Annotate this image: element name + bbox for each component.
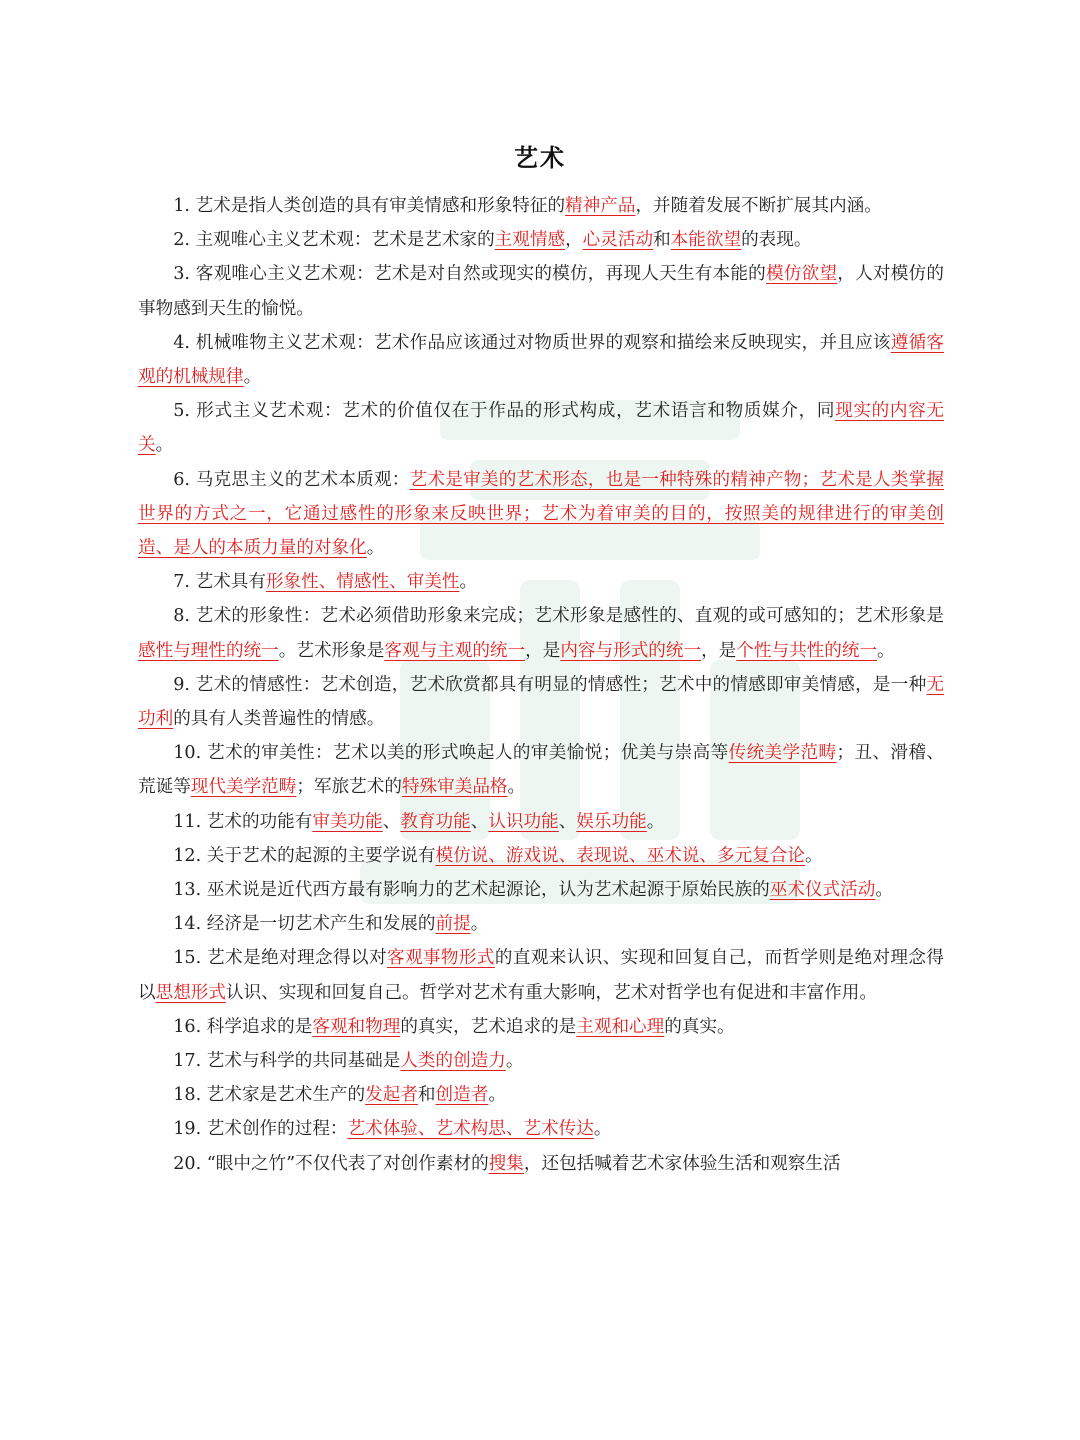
paragraph-text: 3. 客观唯心主义艺术观：艺术是对自然或现实的模仿，再现人天生有本能的 <box>173 264 766 285</box>
paragraph-text: 6. 马克思主义的艺术本质观： <box>173 469 410 490</box>
highlighted-answer: 形象性、情感性、审美性 <box>265 572 460 593</box>
list-item <box>138 907 944 941</box>
list-item <box>138 223 944 257</box>
highlighted-answer: 艺术体验、艺术构思、艺术传达 <box>347 1119 594 1140</box>
highlighted-answer: 特殊审美品格 <box>401 777 508 798</box>
paragraph-text: 4. 机械唯物主义艺术观：艺术作品应该通过对物质世界的观察和描绘来反映现实，并且应该 <box>173 332 891 353</box>
document-title: 艺术 <box>514 144 566 172</box>
highlighted-answer: 主观和心理 <box>576 1016 665 1037</box>
highlighted-answer: 无功利 <box>138 674 944 730</box>
paragraph-text: 和 <box>653 230 671 251</box>
paragraph-text: 。 <box>243 367 262 388</box>
document-body <box>138 189 944 1181</box>
highlighted-answer: 遵循客观的机械规律 <box>138 332 944 388</box>
paragraph-text: 。 <box>488 1085 506 1106</box>
paragraph-text: 的直观来认识、实现和回复自己，而哲学则是绝对理念得以 <box>138 948 944 1003</box>
highlighted-answer: 搜集 <box>488 1153 524 1174</box>
paragraph-text: 的表现。 <box>741 230 812 251</box>
list-item <box>138 736 944 804</box>
list-item <box>138 599 944 667</box>
highlighted-answer: 内容与形式的统一 <box>560 640 702 661</box>
paragraph-text: 20. “眼中之竹”不仅代表了对创作素材的 <box>173 1153 489 1174</box>
paragraph-text: 。 <box>366 538 385 559</box>
list-item <box>138 1010 944 1044</box>
paragraph-text: 和 <box>417 1085 436 1106</box>
paragraph-text: 5. 形式主义艺术观：艺术的价值仅在于作品的形式构成，艺术语言和物质媒介，同 <box>173 401 836 422</box>
paragraph-text: 7. 艺术具有 <box>173 572 266 593</box>
highlighted-answer: 审美功能 <box>312 811 383 832</box>
list-item <box>138 805 944 839</box>
paragraph-text: 。 <box>470 914 489 935</box>
paragraph-text: ，还包括喊着艺术家体验生活和观察生活 <box>523 1153 841 1174</box>
paragraph-text: 。 <box>877 640 895 661</box>
highlighted-answer: 艺术是审美的艺术形态，也是一种特殊的精神产物；艺术是人类掌握世界的方式之一，它通过感性的形象来反映世界；艺术为着审美的目的，按照美的规律进行的审美创造、是人的本质力量的对象化 <box>138 469 944 559</box>
paragraph-text: 19. 艺术创作的过程： <box>173 1119 348 1140</box>
paragraph-text: ，是 <box>525 640 561 661</box>
paragraph-text: 15. 艺术是绝对理念得以对 <box>173 948 387 969</box>
paragraph-text: 、 <box>382 811 401 832</box>
list-item <box>138 941 944 1009</box>
paragraph-text: ；军旅艺术的 <box>296 777 402 798</box>
paragraph-text: 14. 经济是一切艺术产生和发展的 <box>173 914 436 935</box>
highlighted-answer: 传统美学范畴 <box>728 743 837 764</box>
highlighted-answer: 本能欲望 <box>670 230 742 251</box>
highlighted-answer: 客观和物理 <box>312 1016 401 1037</box>
paragraph-text: 的真实。 <box>664 1016 735 1037</box>
list-item <box>138 668 944 736</box>
list-item <box>138 326 944 394</box>
paragraph-text: 。 <box>155 435 174 456</box>
highlighted-answer: 发起者 <box>365 1085 418 1106</box>
highlighted-answer: 创造者 <box>435 1085 489 1106</box>
paragraph-text: 18. 艺术家是艺术生产的 <box>173 1085 366 1106</box>
paragraph-text: 、 <box>470 811 489 832</box>
highlighted-answer: 巫术仪式活动 <box>769 880 876 901</box>
paragraph-text: 16. 科学追求的是 <box>173 1016 313 1037</box>
paragraph-text: 。 <box>459 572 478 593</box>
paragraph-text: 11. 艺术的功能有 <box>173 811 313 832</box>
paragraph-text: 17. 艺术与科学的共同基础是 <box>173 1051 401 1072</box>
list-item <box>138 1112 944 1146</box>
paragraph-text: 。艺术形象是 <box>278 640 385 661</box>
paragraph-text: 10. 艺术的审美性：艺术以美的形式唤起人的审美愉悦；优美与崇高等 <box>173 743 729 764</box>
highlighted-answer: 主观情感 <box>494 230 566 251</box>
highlighted-answer: 精神产品 <box>565 196 636 216</box>
paragraph-text: 8. 艺术的形象性：艺术必须借助形象来完成；艺术形象是感性的、直观的或可感知的；艺术形象是 <box>173 606 944 627</box>
paragraph-text: 1. 艺术是指人类创造的具有审美情感和形象特征的 <box>173 196 566 216</box>
highlighted-answer: 前提 <box>435 914 471 935</box>
list-item <box>138 1147 944 1181</box>
paragraph-text: 。 <box>507 777 526 798</box>
highlighted-answer: 心灵活动 <box>582 230 654 251</box>
paragraph-text: ， <box>565 230 583 251</box>
list-item <box>138 257 944 325</box>
highlighted-answer: 个性与共性的统一 <box>736 640 878 661</box>
list-item <box>138 873 944 907</box>
highlighted-answer: 教育功能 <box>400 811 471 832</box>
paragraph-text: 。 <box>804 845 823 866</box>
highlighted-answer: 模仿说、游戏说、表现说、巫术说、多元复合论 <box>435 845 805 866</box>
paragraph-text: 2. 主观唯心主义艺术观：艺术是艺术家的 <box>173 230 495 251</box>
highlighted-answer: 客观事物形式 <box>386 948 495 969</box>
paragraph-text: 。 <box>505 1051 524 1072</box>
paragraph-text: 的真实，艺术追求的是 <box>400 1016 577 1037</box>
highlighted-answer: 现代美学范畴 <box>190 777 297 798</box>
list-item <box>138 189 944 223</box>
paragraph-text: ，是 <box>701 640 737 661</box>
list-item <box>138 565 944 599</box>
highlighted-answer: 感性与理性的统一 <box>138 640 279 661</box>
paragraph-text: 认识、实现和回复自己。哲学对艺术有重大影响，艺术对哲学也有促进和丰富作用。 <box>226 982 877 1003</box>
highlighted-answer: 认识功能 <box>488 811 559 832</box>
paragraph-text: 9. 艺术的情感性：艺术创造，艺术欣赏都具有明显的情感性；艺术中的情感即审美情感，是一种 <box>173 674 927 695</box>
paragraph-text: 的具有人类普遍性的情感。 <box>173 709 385 730</box>
paragraph-text: ；丑、滑稽、荒诞等 <box>138 743 944 798</box>
list-item <box>138 463 944 566</box>
highlighted-answer: 客观与主观的统一 <box>384 640 526 661</box>
list-item <box>138 1078 944 1112</box>
list-item <box>138 839 944 873</box>
highlighted-answer: 模仿欲望 <box>766 264 838 285</box>
paragraph-text: 、 <box>558 811 577 832</box>
highlighted-answer: 思想形式 <box>155 982 226 1003</box>
paragraph-text: 。 <box>875 880 893 901</box>
highlighted-answer: 人类的创造力 <box>400 1051 506 1072</box>
paragraph-text: ，人对模仿的事物感到天生的愉悦。 <box>138 264 944 319</box>
paragraph-text: 。 <box>593 1119 612 1140</box>
paragraph-text: ，并随着发展不断扩展其内涵。 <box>635 196 882 216</box>
highlighted-answer: 娱乐功能 <box>576 811 647 832</box>
paragraph-text: 12. 关于艺术的起源的主要学说有 <box>173 845 436 866</box>
paragraph-text: 。 <box>646 811 665 832</box>
list-item <box>138 1044 944 1078</box>
paragraph-text: 13. 巫术说是近代西方最有影响力的艺术起源论，认为艺术起源于原始民族的 <box>173 880 770 901</box>
list-item <box>138 394 944 462</box>
highlighted-answer: 现实的内容无关 <box>138 401 944 456</box>
